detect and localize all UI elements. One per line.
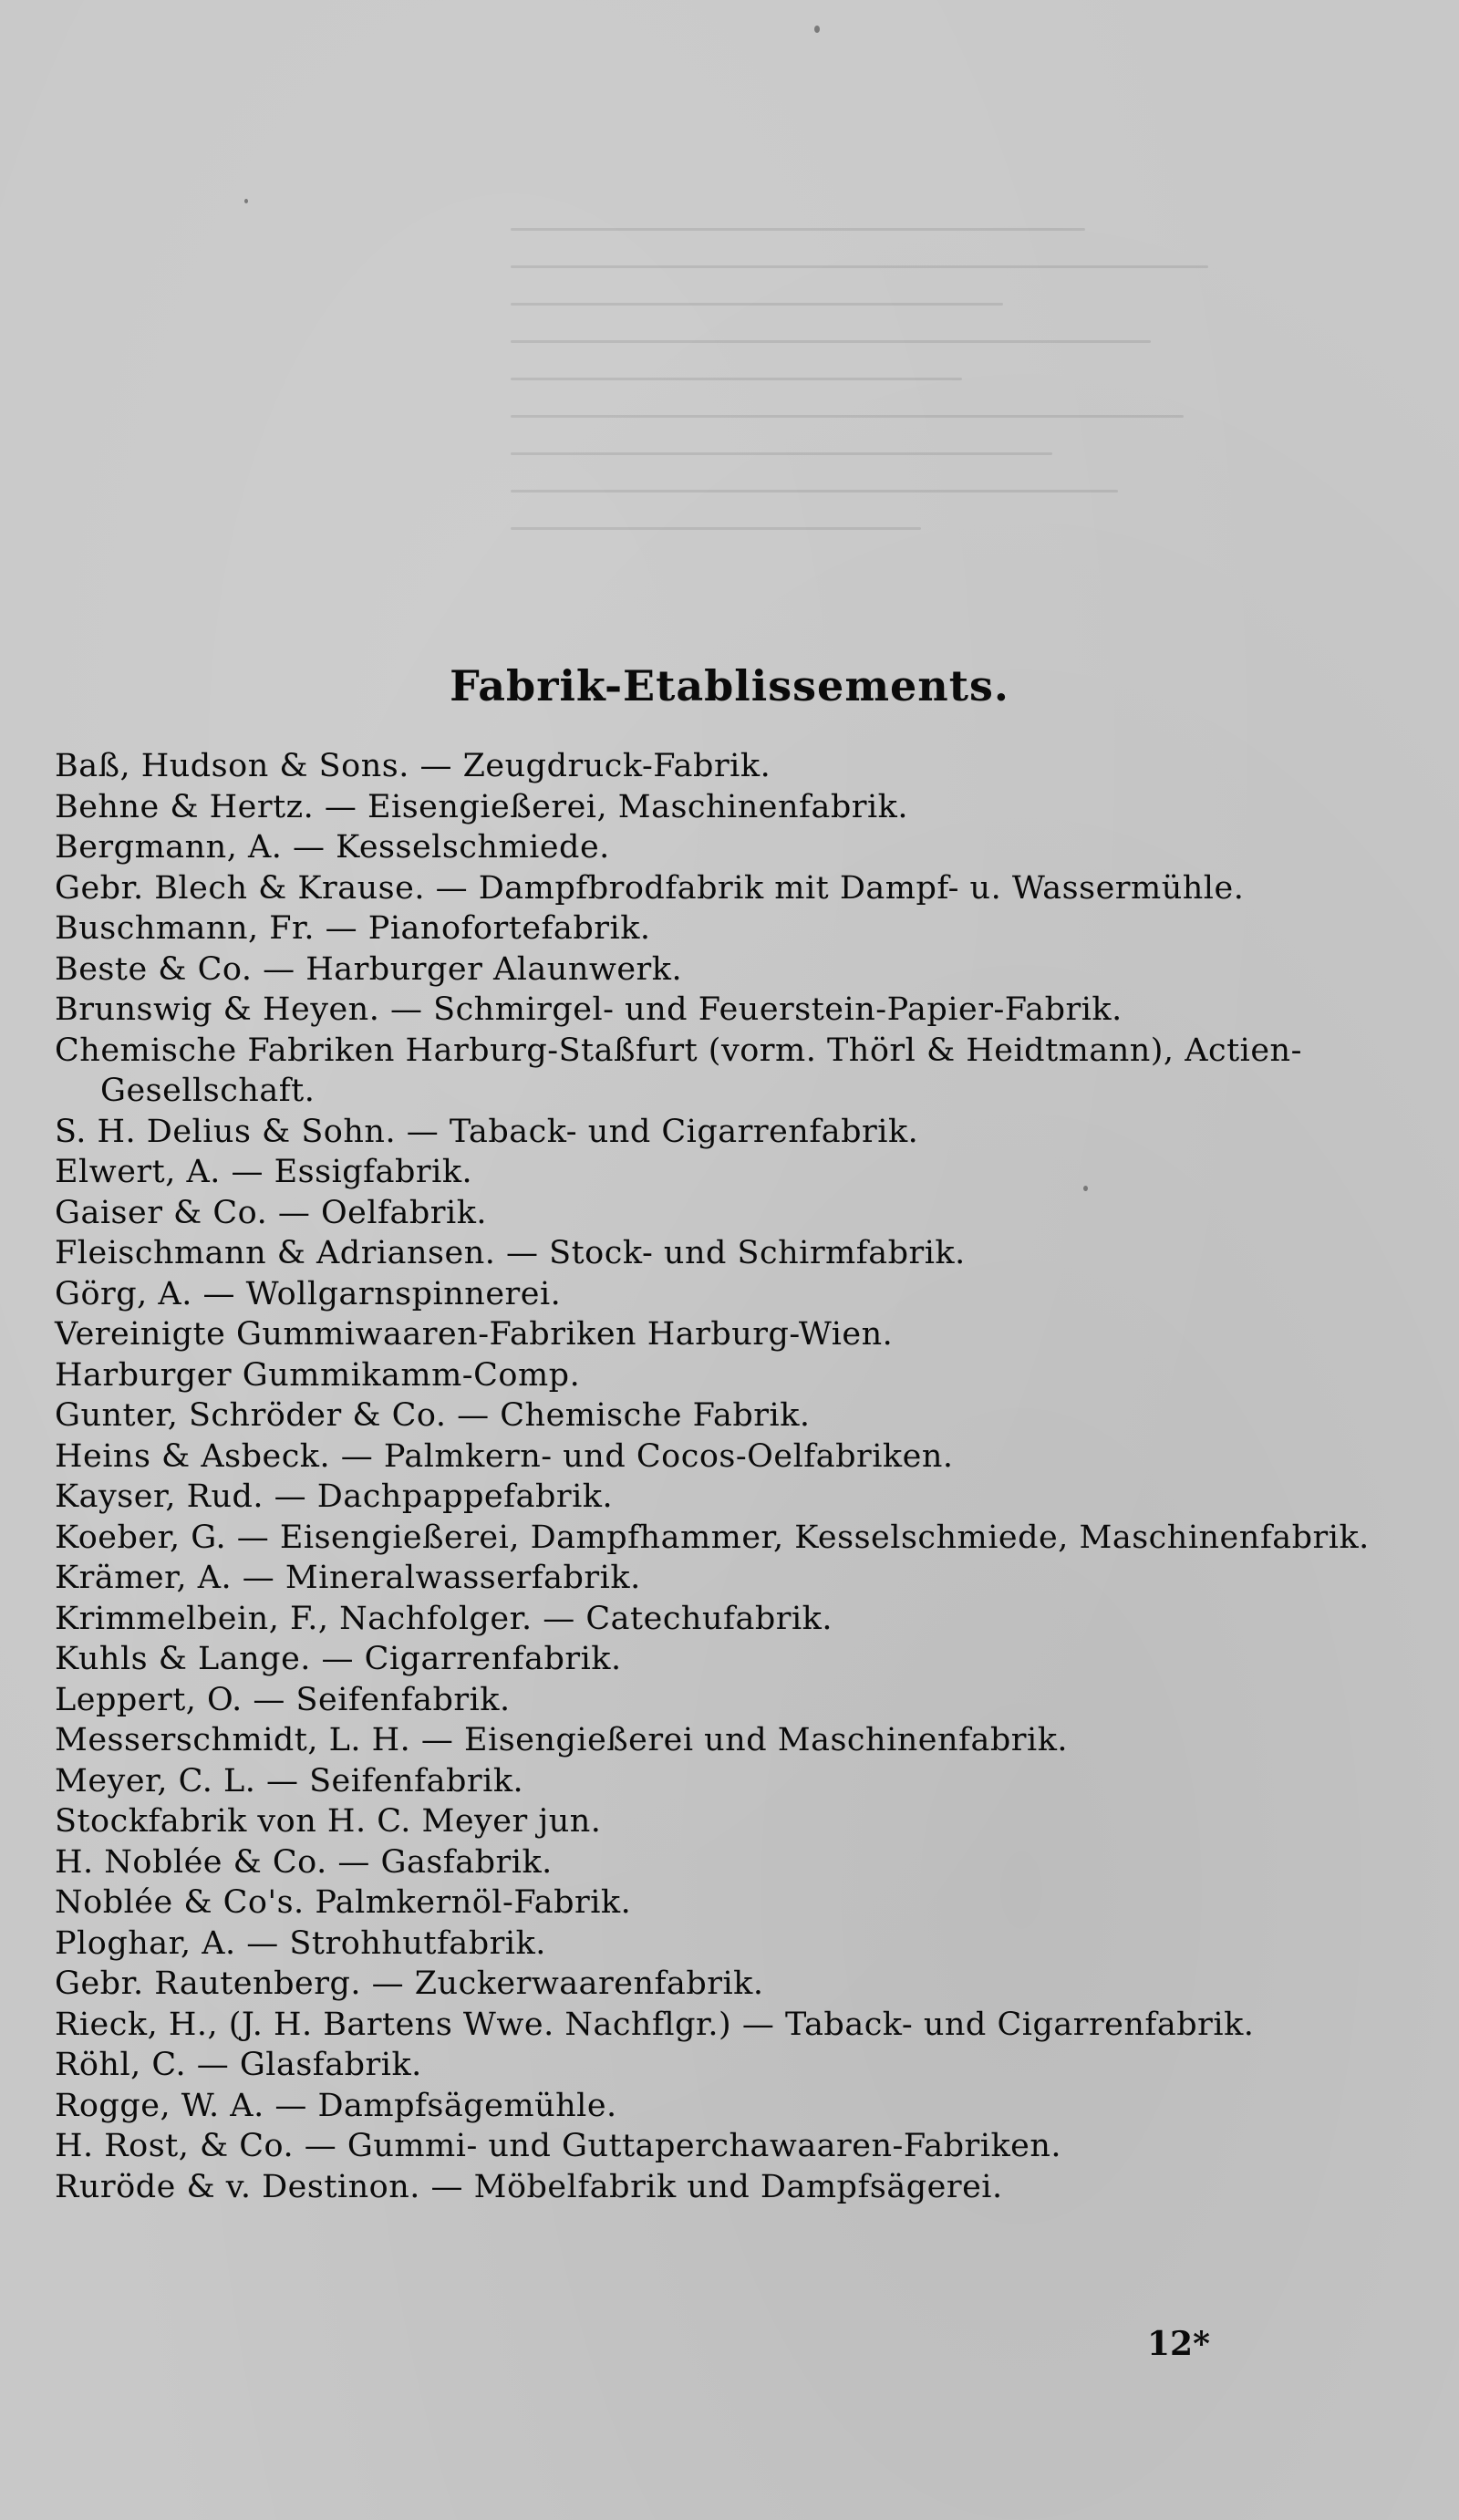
list-item: Vereinigte Gummiwaaren-Fabriken Harburg-Wien. bbox=[55, 1316, 894, 1353]
list-item: Gebr. Blech & Krause. — Dampfbrodfabrik mit Dampf- u. Wassermühle. bbox=[55, 869, 1245, 907]
list-item: Buschmann, Fr. — Pianofortefabrik. bbox=[55, 910, 651, 947]
list-item: H. Rost, & Co. — Gummi- und Guttaperchawaaren-Fabriken. bbox=[55, 2128, 1062, 2164]
list-item: H. Noblée & Co. — Gasfabrik. bbox=[55, 1843, 553, 1881]
list-item: Gaiser & Co. — Oelfabrik. bbox=[55, 1194, 488, 1231]
list-item: Kayser, Rud. — Dachpappefabrik. bbox=[55, 1478, 614, 1515]
list-item: Gebr. Rautenberg. — Zuckerwaarenfabrik. bbox=[55, 1965, 764, 2002]
list-item: Ruröde & v. Destinon. — Möbelfabrik und Dampfsägerei. bbox=[55, 2168, 1003, 2205]
print-speck bbox=[244, 199, 248, 203]
establishment-list bbox=[55, 746, 1423, 2207]
list-item: Leppert, O. — Seifenfabrik. bbox=[55, 1681, 511, 1718]
list-item: Krämer, A. — Mineralwasserfabrik. bbox=[55, 1560, 641, 1596]
list-item: Brunswig & Heyen. — Schmirgel- und Feuerstein-Papier-Fabrik. bbox=[55, 991, 1123, 1028]
page-number: 12* bbox=[1147, 2325, 1210, 2363]
list-item: Harburger Gummikamm-Comp. bbox=[55, 1356, 581, 1394]
list-item: Rogge, W. A. — Dampfsägemühle. bbox=[55, 2087, 617, 2124]
list-item: Fleischmann & Adriansen. — Stock- und Schirmfabrik. bbox=[55, 1235, 966, 1271]
list-item: Röhl, C. — Glasfabrik. bbox=[55, 2047, 422, 2083]
bleed-through-text bbox=[511, 228, 1331, 611]
list-item: Baß, Hudson & Sons. — Zeugdruck-Fabrik. bbox=[55, 748, 771, 784]
list-item: Gunter, Schröder & Co. — Chemische Fabrik. bbox=[55, 1397, 811, 1434]
list-item: Chemische Fabriken Harburg-Staßfurt (vorm. Thörl & Heidtmann), Actien-Gesellschaft. bbox=[55, 1032, 1302, 1109]
list-item: Messerschmidt, L. H. — Eisengießerei und Maschinenfabrik. bbox=[55, 1722, 1069, 1758]
list-item: Bergmann, A. — Kesselschmiede. bbox=[55, 829, 610, 866]
list-item: Heins & Asbeck. — Palmkern- und Cocos-Oelfabriken. bbox=[55, 1437, 954, 1475]
list-item: Behne & Hertz. — Eisengießerei, Maschinenfabrik. bbox=[55, 788, 909, 825]
list-item: Kuhls & Lange. — Cigarrenfabrik. bbox=[55, 1641, 622, 1677]
list-item: Elwert, A. — Essigfabrik. bbox=[55, 1154, 473, 1190]
list-item: Meyer, C. L. — Seifenfabrik. bbox=[55, 1762, 524, 1799]
list-item: Stockfabrik von H. C. Meyer jun. bbox=[55, 1803, 602, 1840]
list-item: Ploghar, A. — Strohhutfabrik. bbox=[55, 1924, 546, 1962]
list-item: Krimmelbein, F., Nachfolger. — Catechufabrik. bbox=[55, 1600, 833, 1637]
list-item: Beste & Co. — Harburger Alaunwerk. bbox=[55, 950, 683, 988]
list-item: Görg, A. — Wollgarnspinnerei. bbox=[55, 1275, 562, 1312]
list-item: Noblée & Co's. Palmkernöl-Fabrik. bbox=[55, 1884, 632, 1921]
list-item: Koeber, G. — Eisengießerei, Dampfhammer, Kesselschmiede, Maschinenfabrik. bbox=[55, 1519, 1370, 1556]
list-item: S. H. Delius & Sohn. — Taback- und Cigarrenfabrik. bbox=[55, 1113, 919, 1150]
print-speck bbox=[814, 26, 820, 33]
list-item: Rieck, H., (J. H. Bartens Wwe. Nachflgr.) — Taback- und Cigarrenfabrik. bbox=[55, 2006, 1255, 2043]
section-title: Fabrik-Etablissements. bbox=[450, 661, 1009, 710]
